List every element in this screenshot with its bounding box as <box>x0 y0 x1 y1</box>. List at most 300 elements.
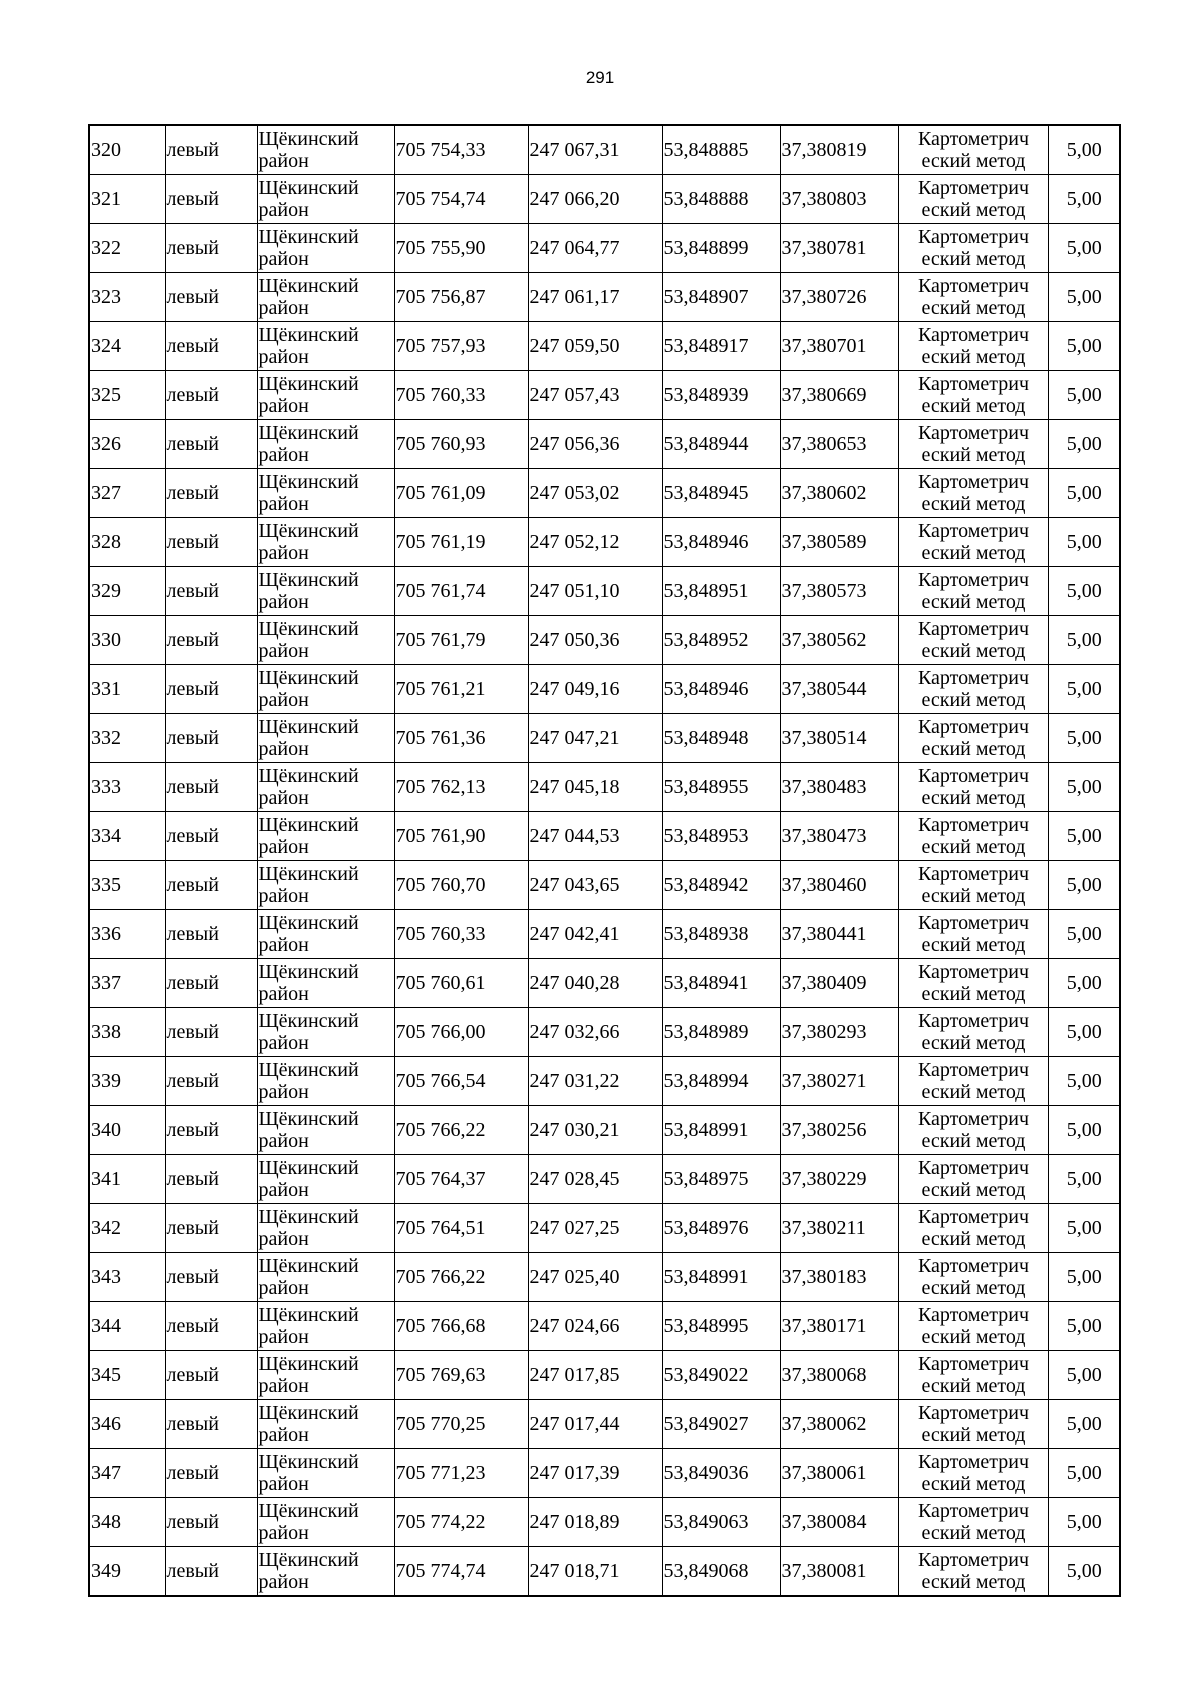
district-cell <box>257 1302 394 1351</box>
y-coordinate-cell: 247 032,66 <box>528 1008 662 1057</box>
method-cell <box>898 812 1048 861</box>
district-name: Щёкинский <box>258 961 359 983</box>
district-cell <box>257 224 394 273</box>
table-row <box>89 1106 1120 1155</box>
accuracy-cell: 5,00 <box>1048 1155 1120 1204</box>
method-line-1: Картометрич <box>917 1402 1030 1424</box>
bank-side-cell: левый <box>165 665 257 714</box>
district-name: Щёкинский <box>258 1500 359 1522</box>
method-line-2: еский метод <box>921 1228 1026 1250</box>
bank-side-cell: левый <box>165 567 257 616</box>
method-line-2: еский метод <box>921 885 1026 907</box>
district-suffix: район <box>258 493 309 515</box>
table-row <box>89 1400 1120 1449</box>
y-coordinate-cell: 247 044,53 <box>528 812 662 861</box>
table-row <box>89 1498 1120 1547</box>
accuracy-cell: 5,00 <box>1048 812 1120 861</box>
longitude-cell: 37,380084 <box>780 1498 898 1547</box>
latitude-cell: 53,848938 <box>662 910 780 959</box>
district-name: Щёкинский <box>258 569 359 591</box>
district-suffix: район <box>258 934 309 956</box>
y-coordinate-cell: 247 017,39 <box>528 1449 662 1498</box>
accuracy-cell: 5,00 <box>1048 959 1120 1008</box>
bank-side-cell: левый <box>165 273 257 322</box>
table-row <box>89 322 1120 371</box>
point-number-cell: 348 <box>89 1498 165 1547</box>
y-coordinate-cell: 247 027,25 <box>528 1204 662 1253</box>
accuracy-cell: 5,00 <box>1048 420 1120 469</box>
x-coordinate-cell: 705 761,36 <box>394 714 528 763</box>
method-line-1: Картометрич <box>917 569 1030 591</box>
accuracy-cell: 5,00 <box>1048 322 1120 371</box>
y-coordinate-cell: 247 067,31 <box>528 125 662 175</box>
point-number-cell: 332 <box>89 714 165 763</box>
method-cell <box>898 1547 1048 1597</box>
point-number-cell: 335 <box>89 861 165 910</box>
district-cell <box>257 616 394 665</box>
district-name: Щёкинский <box>258 1451 359 1473</box>
table-row <box>89 1449 1120 1498</box>
point-number-cell: 344 <box>89 1302 165 1351</box>
point-number-cell: 333 <box>89 763 165 812</box>
longitude-cell: 37,380726 <box>780 273 898 322</box>
method-line-2: еский метод <box>921 542 1026 564</box>
point-number-cell: 327 <box>89 469 165 518</box>
latitude-cell: 53,848944 <box>662 420 780 469</box>
x-coordinate-cell: 705 762,13 <box>394 763 528 812</box>
x-coordinate-cell: 705 761,74 <box>394 567 528 616</box>
method-line-2: еский метод <box>921 591 1026 613</box>
longitude-cell: 37,380562 <box>780 616 898 665</box>
district-name: Щёкинский <box>258 618 359 640</box>
longitude-cell: 37,380669 <box>780 371 898 420</box>
point-number-cell: 331 <box>89 665 165 714</box>
x-coordinate-cell: 705 764,37 <box>394 1155 528 1204</box>
x-coordinate-cell: 705 760,61 <box>394 959 528 1008</box>
accuracy-cell: 5,00 <box>1048 1547 1120 1597</box>
longitude-cell: 37,380602 <box>780 469 898 518</box>
table-row <box>89 567 1120 616</box>
longitude-cell: 37,380589 <box>780 518 898 567</box>
y-coordinate-cell: 247 045,18 <box>528 763 662 812</box>
bank-side-cell: левый <box>165 1449 257 1498</box>
table-row <box>89 1057 1120 1106</box>
district-name: Щёкинский <box>258 912 359 934</box>
table-row <box>89 616 1120 665</box>
method-cell <box>898 1057 1048 1106</box>
x-coordinate-cell: 705 754,33 <box>394 125 528 175</box>
longitude-cell: 37,380183 <box>780 1253 898 1302</box>
point-number-cell: 324 <box>89 322 165 371</box>
bank-side-cell: левый <box>165 1302 257 1351</box>
x-coordinate-cell: 705 761,21 <box>394 665 528 714</box>
method-line-1: Картометрич <box>917 1353 1030 1375</box>
table-row <box>89 469 1120 518</box>
method-cell <box>898 1155 1048 1204</box>
latitude-cell: 53,848975 <box>662 1155 780 1204</box>
method-line-2: еский метод <box>921 787 1026 809</box>
district-cell <box>257 714 394 763</box>
method-line-2: еский метод <box>921 1179 1026 1201</box>
accuracy-cell: 5,00 <box>1048 371 1120 420</box>
bank-side-cell: левый <box>165 1106 257 1155</box>
point-number-cell: 347 <box>89 1449 165 1498</box>
method-cell <box>898 1498 1048 1547</box>
method-cell <box>898 714 1048 763</box>
accuracy-cell: 5,00 <box>1048 1400 1120 1449</box>
method-cell <box>898 861 1048 910</box>
method-line-2: еский метод <box>921 738 1026 760</box>
district-name: Щёкинский <box>258 177 359 199</box>
bank-side-cell: левый <box>165 469 257 518</box>
y-coordinate-cell: 247 064,77 <box>528 224 662 273</box>
x-coordinate-cell: 705 761,19 <box>394 518 528 567</box>
district-cell <box>257 959 394 1008</box>
table-row <box>89 665 1120 714</box>
coordinates-table <box>88 124 1121 1597</box>
latitude-cell: 53,849036 <box>662 1449 780 1498</box>
longitude-cell: 37,380062 <box>780 1400 898 1449</box>
y-coordinate-cell: 247 040,28 <box>528 959 662 1008</box>
latitude-cell: 53,849063 <box>662 1498 780 1547</box>
district-name: Щёкинский <box>258 226 359 248</box>
district-name: Щёкинский <box>258 1059 359 1081</box>
district-suffix: район <box>258 885 309 907</box>
y-coordinate-cell: 247 051,10 <box>528 567 662 616</box>
x-coordinate-cell: 705 761,79 <box>394 616 528 665</box>
longitude-cell: 37,380271 <box>780 1057 898 1106</box>
bank-side-cell: левый <box>165 322 257 371</box>
bank-side-cell: левый <box>165 812 257 861</box>
x-coordinate-cell: 705 760,70 <box>394 861 528 910</box>
latitude-cell: 53,848948 <box>662 714 780 763</box>
district-cell <box>257 910 394 959</box>
table-row <box>89 1008 1120 1057</box>
district-suffix: район <box>258 1375 309 1397</box>
point-number-cell: 321 <box>89 175 165 224</box>
method-cell <box>898 224 1048 273</box>
latitude-cell: 53,848991 <box>662 1106 780 1155</box>
point-number-cell: 343 <box>89 1253 165 1302</box>
longitude-cell: 37,380514 <box>780 714 898 763</box>
latitude-cell: 53,848946 <box>662 518 780 567</box>
district-cell <box>257 322 394 371</box>
method-line-1: Картометрич <box>917 177 1030 199</box>
y-coordinate-cell: 247 017,85 <box>528 1351 662 1400</box>
method-line-2: еский метод <box>921 1326 1026 1348</box>
district-name: Щёкинский <box>258 422 359 444</box>
district-name: Щёкинский <box>258 814 359 836</box>
method-line-2: еский метод <box>921 395 1026 417</box>
district-cell <box>257 1008 394 1057</box>
district-suffix: район <box>258 1424 309 1446</box>
accuracy-cell: 5,00 <box>1048 1008 1120 1057</box>
district-cell <box>257 1057 394 1106</box>
y-coordinate-cell: 247 047,21 <box>528 714 662 763</box>
method-line-1: Картометрич <box>917 324 1030 346</box>
method-line-2: еский метод <box>921 934 1026 956</box>
table-row <box>89 175 1120 224</box>
x-coordinate-cell: 705 771,23 <box>394 1449 528 1498</box>
district-name: Щёкинский <box>258 1549 359 1571</box>
bank-side-cell: левый <box>165 175 257 224</box>
district-cell <box>257 1547 394 1597</box>
x-coordinate-cell: 705 770,25 <box>394 1400 528 1449</box>
longitude-cell: 37,380068 <box>780 1351 898 1400</box>
district-cell <box>257 861 394 910</box>
longitude-cell: 37,380473 <box>780 812 898 861</box>
longitude-cell: 37,380653 <box>780 420 898 469</box>
method-line-1: Картометрич <box>917 716 1030 738</box>
method-line-1: Картометрич <box>917 814 1030 836</box>
method-cell <box>898 910 1048 959</box>
district-name: Щёкинский <box>258 1353 359 1375</box>
accuracy-cell: 5,00 <box>1048 224 1120 273</box>
bank-side-cell: левый <box>165 1498 257 1547</box>
x-coordinate-cell: 705 761,90 <box>394 812 528 861</box>
district-suffix: район <box>258 542 309 564</box>
table-row <box>89 273 1120 322</box>
accuracy-cell: 5,00 <box>1048 1351 1120 1400</box>
longitude-cell: 37,380573 <box>780 567 898 616</box>
x-coordinate-cell: 705 756,87 <box>394 273 528 322</box>
table-row <box>89 1351 1120 1400</box>
method-line-1: Картометрич <box>917 961 1030 983</box>
y-coordinate-cell: 247 043,65 <box>528 861 662 910</box>
longitude-cell: 37,380460 <box>780 861 898 910</box>
accuracy-cell: 5,00 <box>1048 469 1120 518</box>
method-line-2: еский метод <box>921 1522 1026 1544</box>
accuracy-cell: 5,00 <box>1048 1253 1120 1302</box>
table-row <box>89 1547 1120 1597</box>
point-number-cell: 346 <box>89 1400 165 1449</box>
point-number-cell: 330 <box>89 616 165 665</box>
accuracy-cell: 5,00 <box>1048 175 1120 224</box>
point-number-cell: 323 <box>89 273 165 322</box>
district-name: Щёкинский <box>258 1255 359 1277</box>
longitude-cell: 37,380211 <box>780 1204 898 1253</box>
latitude-cell: 53,848994 <box>662 1057 780 1106</box>
y-coordinate-cell: 247 018,71 <box>528 1547 662 1597</box>
bank-side-cell: левый <box>165 1253 257 1302</box>
district-cell <box>257 469 394 518</box>
x-coordinate-cell: 705 766,22 <box>394 1106 528 1155</box>
latitude-cell: 53,849068 <box>662 1547 780 1597</box>
district-suffix: район <box>258 297 309 319</box>
longitude-cell: 37,380293 <box>780 1008 898 1057</box>
bank-side-cell: левый <box>165 1400 257 1449</box>
point-number-cell: 337 <box>89 959 165 1008</box>
district-cell <box>257 665 394 714</box>
table-body <box>89 125 1120 1596</box>
method-cell <box>898 175 1048 224</box>
point-number-cell: 325 <box>89 371 165 420</box>
method-line-2: еский метод <box>921 1424 1026 1446</box>
accuracy-cell: 5,00 <box>1048 665 1120 714</box>
method-line-1: Картометрич <box>917 765 1030 787</box>
district-name: Щёкинский <box>258 275 359 297</box>
longitude-cell: 37,380409 <box>780 959 898 1008</box>
method-cell <box>898 1302 1048 1351</box>
district-cell <box>257 1498 394 1547</box>
district-suffix: район <box>258 1571 309 1593</box>
method-cell <box>898 1449 1048 1498</box>
district-name: Щёкинский <box>258 863 359 885</box>
district-suffix: район <box>258 640 309 662</box>
method-cell <box>898 1106 1048 1155</box>
district-cell <box>257 518 394 567</box>
method-line-2: еский метод <box>921 983 1026 1005</box>
latitude-cell: 53,848917 <box>662 322 780 371</box>
table-row <box>89 959 1120 1008</box>
district-suffix: район <box>258 248 309 270</box>
point-number-cell: 349 <box>89 1547 165 1597</box>
district-cell <box>257 812 394 861</box>
method-cell <box>898 273 1048 322</box>
x-coordinate-cell: 705 769,63 <box>394 1351 528 1400</box>
accuracy-cell: 5,00 <box>1048 1057 1120 1106</box>
district-cell <box>257 1106 394 1155</box>
method-line-1: Картометрич <box>917 618 1030 640</box>
bank-side-cell: левый <box>165 763 257 812</box>
x-coordinate-cell: 705 766,00 <box>394 1008 528 1057</box>
district-suffix: район <box>258 1522 309 1544</box>
district-suffix: район <box>258 1326 309 1348</box>
district-cell <box>257 125 394 175</box>
method-cell <box>898 959 1048 1008</box>
accuracy-cell: 5,00 <box>1048 518 1120 567</box>
district-cell <box>257 175 394 224</box>
bank-side-cell: левый <box>165 1057 257 1106</box>
table-row <box>89 518 1120 567</box>
district-name: Щёкинский <box>258 667 359 689</box>
district-name: Щёкинский <box>258 1010 359 1032</box>
point-number-cell: 341 <box>89 1155 165 1204</box>
bank-side-cell: левый <box>165 224 257 273</box>
table-row <box>89 224 1120 273</box>
table-row <box>89 861 1120 910</box>
table-row <box>89 125 1120 175</box>
bank-side-cell: левый <box>165 714 257 763</box>
method-cell <box>898 322 1048 371</box>
bank-side-cell: левый <box>165 371 257 420</box>
latitude-cell: 53,848939 <box>662 371 780 420</box>
accuracy-cell: 5,00 <box>1048 125 1120 175</box>
longitude-cell: 37,380061 <box>780 1449 898 1498</box>
x-coordinate-cell: 705 761,09 <box>394 469 528 518</box>
method-line-1: Картометрич <box>917 422 1030 444</box>
point-number-cell: 326 <box>89 420 165 469</box>
method-cell <box>898 1253 1048 1302</box>
district-suffix: район <box>258 346 309 368</box>
district-suffix: район <box>258 1228 309 1250</box>
bank-side-cell: левый <box>165 420 257 469</box>
method-line-2: еский метод <box>921 248 1026 270</box>
point-number-cell: 345 <box>89 1351 165 1400</box>
district-cell <box>257 371 394 420</box>
district-suffix: район <box>258 836 309 858</box>
table-row <box>89 812 1120 861</box>
longitude-cell: 37,380803 <box>780 175 898 224</box>
district-cell <box>257 420 394 469</box>
accuracy-cell: 5,00 <box>1048 567 1120 616</box>
method-line-1: Картометрич <box>917 1549 1030 1571</box>
y-coordinate-cell: 247 056,36 <box>528 420 662 469</box>
method-line-1: Картометрич <box>917 1108 1030 1130</box>
district-name: Щёкинский <box>258 765 359 787</box>
district-name: Щёкинский <box>258 1108 359 1130</box>
district-cell <box>257 1449 394 1498</box>
district-name: Щёкинский <box>258 1402 359 1424</box>
x-coordinate-cell: 705 766,68 <box>394 1302 528 1351</box>
method-cell <box>898 1204 1048 1253</box>
method-cell <box>898 763 1048 812</box>
bank-side-cell: левый <box>165 1008 257 1057</box>
accuracy-cell: 5,00 <box>1048 1106 1120 1155</box>
x-coordinate-cell: 705 755,90 <box>394 224 528 273</box>
point-number-cell: 336 <box>89 910 165 959</box>
longitude-cell: 37,380483 <box>780 763 898 812</box>
district-cell <box>257 763 394 812</box>
method-cell <box>898 1351 1048 1400</box>
method-line-1: Картометрич <box>917 373 1030 395</box>
y-coordinate-cell: 247 049,16 <box>528 665 662 714</box>
method-line-1: Картометрич <box>917 520 1030 542</box>
method-cell <box>898 1008 1048 1057</box>
method-line-1: Картометрич <box>917 1500 1030 1522</box>
table-row <box>89 1204 1120 1253</box>
method-line-2: еский метод <box>921 1375 1026 1397</box>
method-line-2: еский метод <box>921 836 1026 858</box>
y-coordinate-cell: 247 050,36 <box>528 616 662 665</box>
method-line-1: Картометрич <box>917 667 1030 689</box>
table-row <box>89 763 1120 812</box>
latitude-cell: 53,848941 <box>662 959 780 1008</box>
method-cell <box>898 1400 1048 1449</box>
district-name: Щёкинский <box>258 324 359 346</box>
accuracy-cell: 5,00 <box>1048 273 1120 322</box>
table-row <box>89 1253 1120 1302</box>
district-suffix: район <box>258 1179 309 1201</box>
method-line-1: Картометрич <box>917 1451 1030 1473</box>
point-number-cell: 340 <box>89 1106 165 1155</box>
district-cell <box>257 1400 394 1449</box>
district-name: Щёкинский <box>258 1206 359 1228</box>
point-number-cell: 328 <box>89 518 165 567</box>
accuracy-cell: 5,00 <box>1048 910 1120 959</box>
method-line-2: еский метод <box>921 493 1026 515</box>
latitude-cell: 53,848989 <box>662 1008 780 1057</box>
table-row <box>89 714 1120 763</box>
district-name: Щёкинский <box>258 373 359 395</box>
latitude-cell: 53,848991 <box>662 1253 780 1302</box>
point-number-cell: 322 <box>89 224 165 273</box>
method-line-1: Картометрич <box>917 471 1030 493</box>
method-cell <box>898 665 1048 714</box>
method-cell <box>898 125 1048 175</box>
method-line-1: Картометрич <box>917 226 1030 248</box>
district-cell <box>257 1204 394 1253</box>
accuracy-cell: 5,00 <box>1048 1449 1120 1498</box>
method-line-1: Картометрич <box>917 128 1030 150</box>
district-cell <box>257 1155 394 1204</box>
y-coordinate-cell: 247 052,12 <box>528 518 662 567</box>
bank-side-cell: левый <box>165 959 257 1008</box>
accuracy-cell: 5,00 <box>1048 1204 1120 1253</box>
bank-side-cell: левый <box>165 1547 257 1597</box>
district-name: Щёкинский <box>258 1157 359 1179</box>
accuracy-cell: 5,00 <box>1048 714 1120 763</box>
